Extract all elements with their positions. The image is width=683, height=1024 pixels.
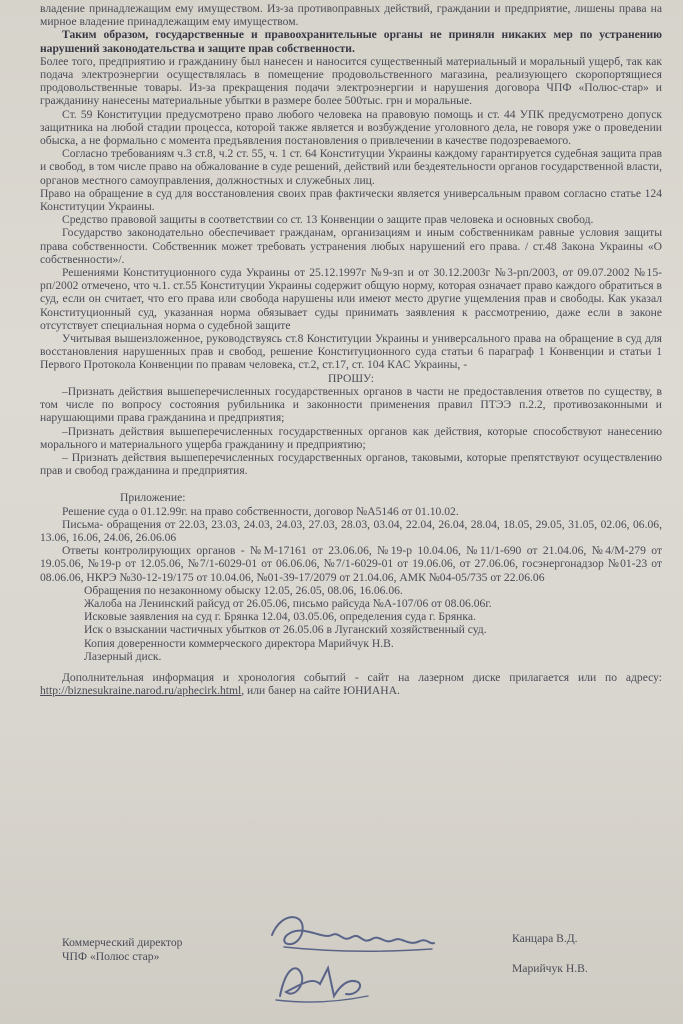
request-item: – Признать действия вышеперечисленных государственных органов, таковыми, которые препятствуют осуществлению прав и свобод гражданина и предприятия. <box>40 450 662 478</box>
paragraph: Государство законодательно обеспечивает гражданам, организациям и иным собственникам равные условия защиты права собственности. Собственник может требовать устранения любых нарушений его права. / ст.48 Закона Украины «О собственности»/. <box>40 226 662 266</box>
paragraph: Учитывая вышеизложенное, руководствуясь ст.8 Конституции Украины и универсального права на обращение в суд для восстановления нарушенных прав и свобод, решение Конституционного суда статьи 6 параграф 1 Конвенции и статьи 1 Первого Протокола Конвенции по правам человека, ст.2, ст.17, ст. 104 КАС Украины, - <box>40 332 662 372</box>
spacer <box>40 663 662 671</box>
spacer <box>40 477 662 485</box>
paragraph: Право на обращение в суд для восстановления своих прав фактически является универсальным правом согласно статье 124 Конституции Украины. <box>40 186 662 214</box>
request-item: –Признать действия вышеперечисленных государственных органов как действия, которые способствуют нанесению морального и материального ущерба гражданину и предприятию; <box>40 424 662 451</box>
attachment-item: Иск о взыскании частичных убытков от 26.05.06 в Луганский хозяйственный суд. <box>84 623 487 637</box>
paragraph-bold: Таким образом, государственные и правоохранительные органы не приняли никаких мер по устранению нарушений законодательства и защите прав собственности. <box>40 28 662 55</box>
signatory-name: Канцара В.Д. <box>512 932 578 945</box>
request-heading: ПРОШУ: <box>327 371 375 385</box>
paragraph: Средство правовой защиты в соответствии со ст. 13 Конвенции о защите прав человека и основных свобод. <box>62 213 594 227</box>
signatory-names <box>512 924 588 984</box>
attachment-item: Обращения по незаконному обыску 12.05, 26.05, 08.06, 16.06.06. <box>84 583 403 597</box>
attachment-item: Письма- обращения от 22.03, 23.03, 24.03, 24.03, 27.03, 28.03, 03.04, 22.04, 26.04, 28.04, 18.05, 29.05, 31.05, 02.06, 06.06, 13.06, 16.06, 24.06, 26.06.06 <box>40 517 662 544</box>
signatory-title: Коммерческий директор <box>62 936 183 949</box>
attachment-item: Лазерный диск. <box>84 649 162 663</box>
attachment-item: Ответы контролирующих органов - №М-17161 от 23.06.06, №19-р 10.04.06, №11/1-690 от 21.04.06, №4/М-279 от 19.05.06, №19-р от 12.05.06, №7/1-6029-01 от 06.06.06, №7/1-6029-01 от 19.06.06, от 27.06.06, госэнергонадзор №01-23 от 08.06.06, НКРЭ №30-12-19/175 от 10.04.06, №01-39-17/2079 от 21.04.06, АМК №04-05/735 от 22.06.06 <box>40 544 662 584</box>
footer-note-start: Дополнительная информация и хронология событий - сайт на лазерном диске прилагается или по адресу: <box>62 670 662 684</box>
paragraph: владение принадлежащим ему имуществом. Из-за противоправных действий, граждании и предприятие, лишены права на мирное владение принадлежащим ему имуществом. <box>40 2 662 29</box>
signature-2-image <box>268 956 378 1008</box>
paragraph: Согласно требованиям ч.3 ст.8, ч.2 ст. 55, ч. 1 ст. 64 Конституции Украины каждому гарантируется судебная защита прав и свобод, в том числе право на обжалование в суде решений, действий или бездеятельности органов государственной власти, органов местного самоуправления, должностных и служебных лиц. <box>40 147 662 187</box>
attachment-item: Решение суда о 01.12.99г. на право собственности, договор №А5146 от 01.10.02. <box>62 504 459 518</box>
document-body <box>40 2 662 697</box>
signatory-block <box>62 936 182 964</box>
footer-note <box>40 671 662 697</box>
attachment-item: Исковые заявления на суд г. Брянка 12.04, 03.05.06, определения суда г. Брянка. <box>84 610 476 624</box>
footer-note-end: , или банер на сайте ЮНИАНА. <box>241 684 400 698</box>
paragraph: Ст. 59 Конституции предусмотрено право любого человека на правовую помощь и ст. 44 УПК предусмотрено допуск защитника на любой стадии процесса, которой также является и возбуждение уголовного дела, не говоря уже о проведении обыска, а не формально с момента предъявления постановления о привлечении в качестве подозреваемого. <box>40 107 662 148</box>
attachment-item: Копия доверенности коммерческого директора Марийчук Н.В. <box>84 636 394 650</box>
signatory-name: Марийчук Н.В. <box>512 962 588 975</box>
signatory-company: ЧПФ «Полюс стар» <box>62 950 160 963</box>
paragraph: Более того, предприятию и гражданину был нанесен и наносится существенный материальный и моральный ущерб, так как подача электроэнергии осуществлялась в помещение продовольственного магазина, реализующего скоропортящиеся продовольственные товары. Из-за прекращения подачи электроэнергии и нарушения договора ЧПФ «Полюс-стар» и гражданину нанесены материальные убытки в размере более 500тыс. грн и моральные. <box>40 54 662 108</box>
attachments-heading: Приложение: <box>120 491 186 505</box>
attachment-item: Жалоба на Ленинский райсуд от 26.05.06, письмо райсуда №А-107/06 от 08.06.06г. <box>84 596 492 610</box>
website-link[interactable]: http://biznesukraine.narod.ru/aphecirk.html <box>40 684 242 698</box>
request-item: –Признать действия вышеперечисленных государственных органов в части не предоставления ответов по существу, в том числе по вопросу состояния рубильника и законности применения правил ПТЭЭ п.2.2, противозаконными и нарушающими права гражданина и предприятия; <box>40 384 662 425</box>
paragraph: Решениями Конституционного суда Украины от 25.12.1997г №9-зп и от 30.12.2003г №3-рп/2003, от 09.07.2002 №15-рп/2002 отмечено, что ч.1. ст.55 Конституции Украины содержит общую норму, которая означает право каждого обратиться в суд, если он считает, что его права или свобода нарушены или имеют место другие ущемления прав и свободы. Как указал Конституционный суд, указанная норма обязывает суды принимать заявления к рассмотрению, даже если в законе отсутствует специальная норма о судебной защите <box>40 266 662 332</box>
